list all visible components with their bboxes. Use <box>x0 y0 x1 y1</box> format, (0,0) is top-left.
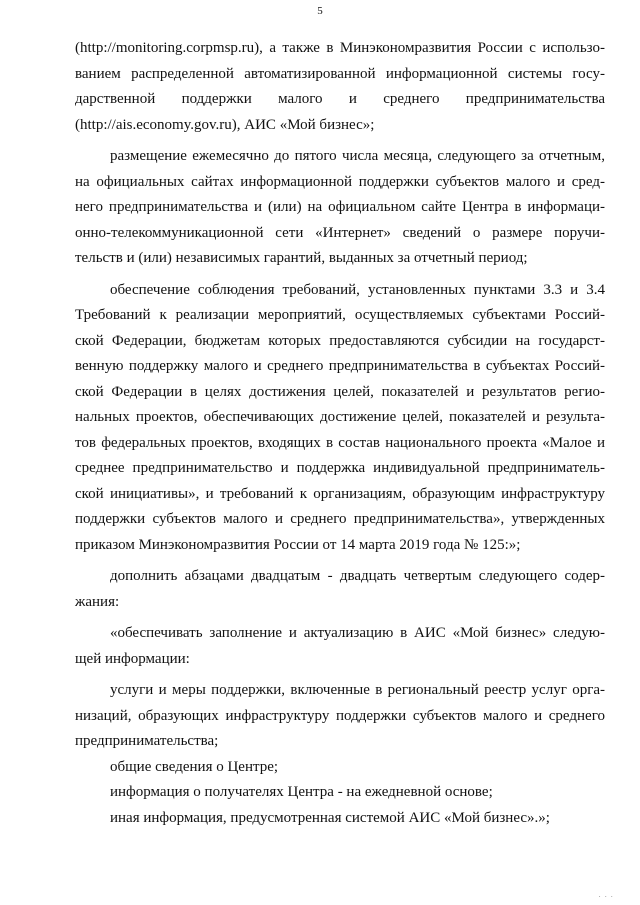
text-line: (http://ais.economy.gov.ru), АИС «Мой бизнес»; <box>75 116 375 133</box>
text-line: нальных проектов, обеспечивающих достижение целей, показателей и результа- <box>75 409 605 425</box>
text-line: на официальных сайтах информационной поддержки субъектов малого и сред- <box>75 173 605 190</box>
text-line: него предпринимательства и (или) на официальном сайте Центра в информаци- <box>75 199 605 215</box>
scan-artifact: · · · <box>598 893 614 901</box>
text-line: (http://monitoring.corpmsp.ru), а также в Минэкономразвития России с использо- <box>75 40 605 56</box>
text-line: размещение ежемесячно до пятого числа месяца, следующего за отчетным, <box>110 148 605 164</box>
text-line: иная информация, предусмотренная системой АИС «Мой бизнес».»; <box>110 809 550 826</box>
text-line: ской Федерации, бюджетам которых предоставляются субсидии на государст- <box>75 332 605 349</box>
text-line: обеспечение соблюдения требований, установленных пунктами 3.3 и 3.4 <box>110 281 605 298</box>
text-line: «обеспечивать заполнение и актуализацию в АИС «Мой бизнес» следую- <box>110 625 605 641</box>
paragraph-recipients-info <box>75 780 605 806</box>
text-line: дарственной поддержки малого и среднего предпринимательства <box>75 91 605 107</box>
text-line: поддержки субъектов малого и среднего предпринимательства», утвержденных <box>75 511 605 527</box>
text-line: ской Федерации в целях достижения целей, показателей и результатов регио- <box>75 383 605 400</box>
text-line: приказом Минэкономразвития России от 14 марта 2019 года № 125:»; <box>75 536 521 553</box>
text-line: информация о получателях Центра - на ежедневной основе; <box>110 784 493 800</box>
text-line: услуги и меры поддержки, включенные в региональный реестр услуг орга- <box>110 682 605 698</box>
text-line: среднее предпринимательство и поддержка индивидуальной предприниматель- <box>75 460 605 476</box>
paragraph-ais-filling <box>75 621 605 672</box>
text-line: дополнить абзацами двадцатым - двадцать четвертым следующего содер- <box>110 568 605 584</box>
paragraph-monitoring-continuation <box>75 36 605 138</box>
text-line: щей информации: <box>75 650 190 667</box>
text-line: общие сведения о Центре; <box>110 758 279 775</box>
page-number: 5 <box>317 5 323 17</box>
text-line: низаций, образующих инфраструктуру поддержки субъектов малого и среднего <box>75 707 605 724</box>
paragraph-general-info <box>75 755 605 781</box>
text-line: ванием распределенной автоматизированной информационной системы госу- <box>75 65 605 82</box>
text-line: жания: <box>75 593 120 610</box>
text-line: тов федеральных проектов, входящих в состав национального проекта «Малое и <box>75 434 605 451</box>
text-line: венную поддержку малого и среднего предпринимательства в субъектах Россий- <box>75 358 605 374</box>
text-line: тельств и (или) независимых гарантий, выданных за отчетный период; <box>75 250 528 266</box>
paragraph-other-info <box>75 806 605 832</box>
text-line: ской инициативы», и требований к организациям, образующим инфраструктуру <box>75 485 605 502</box>
text-line: Требований к реализации мероприятий, осуществляемых субъектами Россий- <box>75 307 605 323</box>
paragraph-services-list <box>75 678 605 755</box>
paragraph-supplement-instruction <box>75 564 605 615</box>
text-line: предпринимательства; <box>75 733 219 749</box>
document-body <box>75 36 605 831</box>
paragraph-requirements-compliance <box>75 278 605 559</box>
paragraph-monthly-publication <box>75 144 605 272</box>
text-line: онно-телекоммуникационной сети «Интернет» сведений о размере поручи- <box>75 224 605 241</box>
